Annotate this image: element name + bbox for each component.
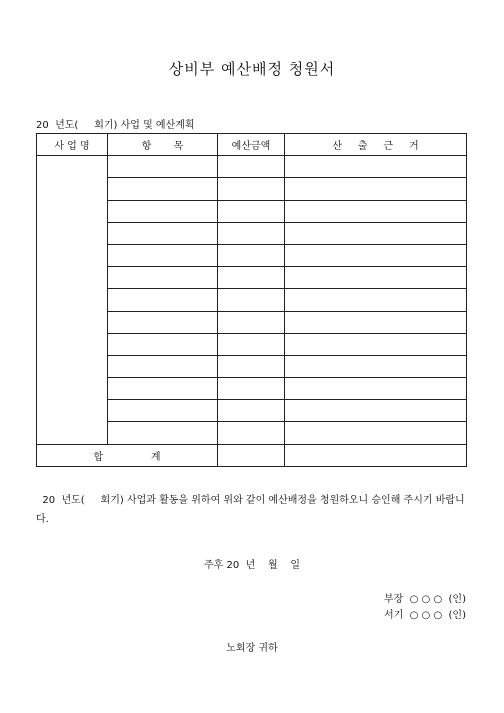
amount-cell[interactable] (218, 311, 285, 333)
project-name-cell[interactable] (37, 156, 108, 444)
amount-cell[interactable] (218, 244, 285, 266)
basis-cell[interactable] (285, 222, 467, 244)
basis-cell[interactable] (285, 178, 467, 200)
amount-cell[interactable] (218, 156, 285, 178)
amount-cell[interactable] (218, 422, 285, 444)
amount-cell[interactable] (218, 289, 285, 311)
header-budget-amount: 예산금액 (218, 134, 285, 156)
item-cell[interactable] (108, 400, 218, 422)
header-project-name: 사 업 명 (37, 134, 108, 156)
signature-clerk: 서기 ○ ○ ○ (인) (383, 610, 466, 621)
amount-cell[interactable] (218, 355, 285, 377)
basis-cell[interactable] (285, 422, 467, 444)
item-cell[interactable] (108, 378, 218, 400)
amount-cell[interactable] (218, 267, 285, 289)
item-cell[interactable] (108, 200, 218, 222)
date-line: 주후 20 년 월 일 (204, 560, 300, 571)
item-cell[interactable] (108, 422, 218, 444)
item-cell[interactable] (108, 222, 218, 244)
header-item: 항 목 (108, 134, 218, 156)
item-cell[interactable] (108, 333, 218, 355)
item-cell[interactable] (108, 267, 218, 289)
amount-cell[interactable] (218, 400, 285, 422)
item-cell[interactable] (108, 178, 218, 200)
table-header-row (37, 134, 467, 156)
basis-cell[interactable] (285, 200, 467, 222)
basis-cell[interactable] (285, 311, 467, 333)
document-title: 상비부 예산배정 청원서 (168, 60, 336, 78)
total-amount-cell[interactable] (218, 444, 285, 466)
item-cell[interactable] (108, 289, 218, 311)
basis-cell[interactable] (285, 244, 467, 266)
plan-subtitle: 20 년도( 회기) 사업 및 예산계획 (36, 120, 195, 131)
table-row (37, 156, 467, 178)
item-cell[interactable] (108, 244, 218, 266)
amount-cell[interactable] (218, 222, 285, 244)
amount-cell[interactable] (218, 178, 285, 200)
request-paragraph: 20 년도( 회기) 사업과 활동을 위하여 위와 같이 예산배정을 청원하오니 승인해 주시기 바랍니다. (36, 495, 465, 525)
basis-cell[interactable] (285, 355, 467, 377)
total-basis-cell[interactable] (285, 444, 467, 466)
basis-cell[interactable] (285, 156, 467, 178)
basis-cell[interactable] (285, 289, 467, 311)
amount-cell[interactable] (218, 333, 285, 355)
amount-cell[interactable] (218, 200, 285, 222)
basis-cell[interactable] (285, 378, 467, 400)
signature-department-head: 부장 ○ ○ ○ (인) (383, 594, 466, 605)
header-calculation-basis: 산 출 근 거 (285, 134, 467, 156)
basis-cell[interactable] (285, 400, 467, 422)
item-cell[interactable] (108, 355, 218, 377)
basis-cell[interactable] (285, 333, 467, 355)
budget-table (36, 133, 467, 467)
basis-cell[interactable] (285, 267, 467, 289)
item-cell[interactable] (108, 311, 218, 333)
amount-cell[interactable] (218, 378, 285, 400)
item-cell[interactable] (108, 156, 218, 178)
total-row (37, 444, 467, 466)
total-label: 합 계 (37, 444, 218, 466)
recipient-line: 노회장 귀하 (226, 643, 278, 654)
